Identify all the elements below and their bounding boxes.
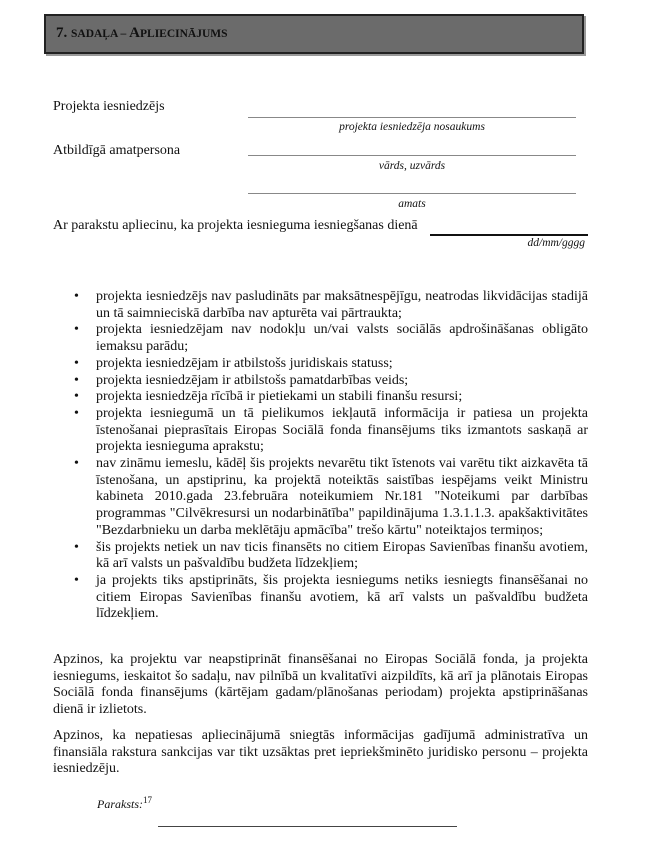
section-number: 7. [56,25,68,41]
list-item [60,356,588,373]
bullet-icon: • [74,539,79,555]
position-caption: amats [398,198,426,210]
acknowledgement-paragraph-2: Apzinos, ka nepatiesas apliecinājumā sniegtās informācijas gadījumā administratīva un finansiāla rakstura sankcijas var tikt uzsāktas pret iepriekšminēto juridisko personu – projekta iesniedzēju. [53,728,588,777]
official-label: Atbildīgā amatpersona [53,143,181,158]
applicant-label: Projekta iesniedzējs [53,99,165,114]
signature-field[interactable] [158,826,457,827]
bullet-icon: • [74,372,79,388]
title-part: SADAĻA – [71,28,130,40]
section-header [44,14,584,54]
applicant-caption: projekta iesniedzēja nosaukums [339,121,485,133]
declaration-list [60,289,588,623]
list-item [60,540,588,573]
bullet-icon: • [74,456,79,472]
list-item-text: projekta iesniedzējam ir atbilstošs juridiskais statuss; [96,355,393,371]
list-item [60,289,588,322]
date-caption: dd/mm/gggg [527,237,585,249]
list-item-text: projekta iesniedzējam ir atbilstošs pamatdarbības veids; [96,372,409,388]
list-item-text: projekta iesniedzējs nav pasludināts par maksātnespējīgu, neatrodas likvidācijas stadijā un tā saimnieciskā darbība nav apturēta vai pārtraukta; [96,289,588,321]
list-item-text: nav zināmu iemeslu, kādēļ šis projekts nevarētu tikt īstenots vai varētu tikt aizkavēta tā īstenošana, un apstiprinu, ka projektā noteiktās saistības iespējams veikt Ministru kabineta 2010.gada 23.februāra noteikumiem Nr.181 "Noteikumi par darbības programmas "Cilvēkresursi un nodarbinātība" papildinājuma 1.3.1.1.3. apakšaktivitātes "Bezdarbnieku un darba meklētāju apmācība" trešo kārtu" noteiktajos termiņos; [96,456,588,538]
list-item-text: projekta iesniedzēja rīcībā ir pietiekami un stabili finanšu resursi; [96,389,463,405]
bullet-icon: • [74,572,79,588]
footnote-ref[interactable]: 17 [143,795,152,805]
bullet-icon: • [74,355,79,371]
list-item-text: ja projekts tiks apstiprināts, šis projekta iesniegums netiks iesniegts finansēšanai no citiem Eiropas Savienības finanšu avotiem, kā arī valsts un pašvaldību budžeta līdzekļiem. [96,572,588,622]
acknowledgement-paragraph-1: Apzinos, ka projektu var neapstiprināt finansēšanai no Eiropas Sociālā fonda, ja projekta iesniegums, ieskaitot šo sadaļu, nav pilnībā un kvalitatīvi aizpildīts, kā arī ja plānotais Eiropas Sociālā fonda finansējums (kārtējam gadam/plānošanas periodam) projekta apstiprināšanas dienā ir izlietots. [53,652,588,718]
signature-label-text: Paraksts: [97,797,143,811]
position-field[interactable] [248,193,576,194]
section-title [56,25,228,42]
list-item [60,456,588,540]
list-item [60,373,588,390]
date-field[interactable] [430,234,588,236]
list-item [60,573,588,623]
list-item-text: šis projekts netiek un nav ticis finansēts no citiem Eiropas Savienības finanšu avotiem, kā arī valsts un pašvaldību budžeta līdzekļiem; [96,539,588,572]
list-item [60,389,588,406]
title-part: A [129,25,140,41]
title-part: PLIECINĀJUMS [140,28,228,40]
list-item-text: projekta iesniegumā un tā pielikumos iekļautā informācija ir patiesa un projekta īstenošanai pieprasītais Eiropas Sociālā fonda finansējums tiks izmantots saskaņā ar projekta iesnieguma aprakstu; [96,405,588,455]
bullet-icon: • [74,389,79,405]
name-caption: vārds, uzvārds [378,160,446,172]
bullet-icon: • [74,289,79,304]
signature-label [97,795,152,812]
applicant-field[interactable] [248,117,576,118]
list-item-text: projekta iesniedzējam nav nodokļu un/vai valsts sociālās apdrošināšanas obligāto iemaksu parādu; [96,322,588,355]
date-label: Ar parakstu apliecinu, ka projekta iesnieguma iesniegšanas dienā [53,218,418,233]
list-item [60,322,588,355]
bullet-icon: • [74,322,79,338]
bullet-icon: • [74,405,79,421]
list-item [60,406,588,456]
name-field[interactable] [248,155,576,156]
